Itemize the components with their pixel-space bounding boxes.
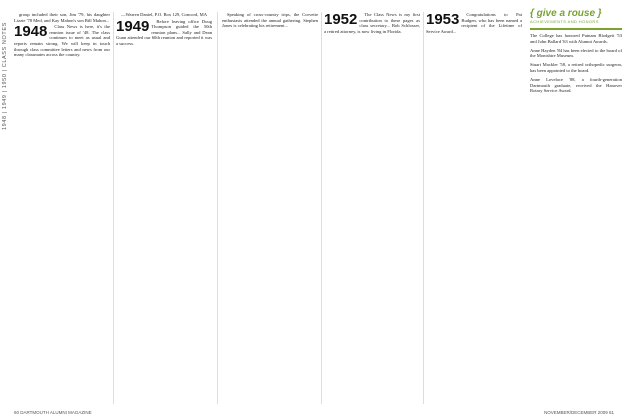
column-divider	[321, 12, 322, 404]
honor-item: Anne Lovelace '88, a fourth-generation Dartmouth graduate, received the Hanover Rotary Service Award.	[530, 76, 622, 94]
column-1	[14, 12, 110, 404]
column-2-body: Before leaving office Doug Thompson guided the 50th reunion plans... Sally and Dean Gunn attended our 60th reunion and reported it was a success.	[116, 18, 212, 46]
honor-item: Stuart Mackler '58, a retired orthopedic surgeon, has been appointed to the board.	[530, 62, 622, 73]
year-heading-1953: 1953	[426, 12, 460, 28]
column-4-body: The Class News is my first contribution to these pages as class secretary... Bob Schlosser, a retired attorney, is now living in Florida.	[324, 12, 420, 34]
year-heading-1952: 1952	[324, 12, 358, 28]
section-tab-label: 1948 | 1949 | 1950 | CLASS NOTES	[2, 22, 8, 130]
footer-right: NOVEMBER/DECEMBER 2009 61	[543, 410, 614, 415]
column-divider	[423, 12, 424, 404]
accent-rule	[530, 28, 622, 30]
give-a-rouse-sidebar	[530, 8, 622, 412]
column-divider	[113, 12, 114, 404]
column-1-intro: group included their son, Jim '79, his daughter Lizzie '78 Med, and Kay Mahon's son Bill Mahon...	[14, 12, 110, 23]
honor-item: Anne Hayden '84 has been elected to the board of the Montshire Museum.	[530, 47, 622, 59]
honor-item: The College has honored Putnam Blodgett '53 and John Ballard '63 with Alumni Awards.	[530, 33, 622, 44]
give-a-rouse-title: { give a rouse }	[530, 8, 602, 19]
column-5-body: Congratulations to Pat Budgen, who has been named a recipient of the Lifetime of Service Award...	[426, 12, 522, 34]
column-divider	[217, 12, 218, 404]
year-heading-1948: 1948	[14, 23, 48, 41]
column-5	[426, 12, 522, 404]
honors-list	[530, 33, 622, 94]
column-3-body: Speaking of cross-country trips, the Corvette enthusiasts attended the annual gathering. Stephen Jones is celebrating his retirement...	[222, 12, 318, 29]
column-2	[116, 12, 212, 404]
section-tab	[2, 12, 10, 132]
column-1-body: Class News is here, it's the reunion issue of '48. The class continues to meet as usual and reports remain strong. We will keep in touch through class committee letters and news from our many classmates across the country.	[14, 24, 110, 58]
give-a-rouse-subtitle: ACHIEVEMENTS AND HONORS	[530, 19, 599, 24]
column-2-name: —Warren Daniel, P.O. Box 129, Concord, MA	[121, 12, 208, 17]
year-heading-1949: 1949	[116, 17, 150, 35]
footer-left: 60 DARTMOUTH ALUMNI MAGAZINE	[14, 410, 92, 415]
column-3	[222, 12, 318, 404]
column-4	[324, 12, 420, 404]
